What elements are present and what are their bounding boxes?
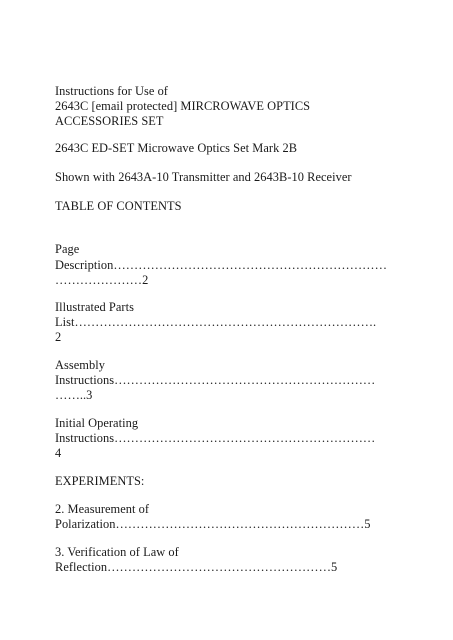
experiment-reflection-line-1: 3. Verification of Law of <box>55 545 179 559</box>
shown-with-caption: Shown with 2643A-10 Transmitter and 2643B-10 Receiver <box>55 170 352 184</box>
toc-entry-assembly-line-3: ……..3 <box>55 388 93 402</box>
toc-entry-description-line-2: …………………2 <box>55 273 149 287</box>
set-subtitle: 2643C ED-SET Microwave Optics Set Mark 2B <box>55 141 298 155</box>
experiment-polarization-line-2: Polarization……………………………………………………5 <box>55 517 371 531</box>
toc-heading: TABLE OF CONTENTS <box>55 199 182 213</box>
document-title-line-1: Instructions for Use of <box>55 84 168 98</box>
experiment-polarization-line-1: 2. Measurement of <box>55 502 150 516</box>
page-column-label: Page <box>55 242 80 256</box>
toc-entry-operating-line-1: Initial Operating <box>55 416 139 430</box>
toc-entry-parts-line-1: Illustrated Parts <box>55 300 134 314</box>
toc-entry-parts-line-2: List………………………………………………………………. <box>55 315 377 329</box>
document-title-line-3: ACCESSORIES SET <box>55 114 164 128</box>
toc-entry-parts-line-3: 2 <box>55 330 62 344</box>
experiments-heading: EXPERIMENTS: <box>55 474 145 488</box>
toc-entry-operating-line-2: Instructions……………………………………………………… <box>55 431 376 445</box>
document-title-line-2: 2643C [email protected] MIRCROWAVE OPTICS <box>55 99 311 113</box>
toc-entry-assembly-line-2: Instructions……………………………………………………… <box>55 373 376 387</box>
toc-entry-description-line-1: Description………………………………………………………… <box>55 258 388 272</box>
experiment-reflection-line-2: Reflection………………………………………………5 <box>55 560 338 574</box>
toc-entry-assembly-line-1: Assembly <box>55 358 105 372</box>
toc-entry-operating-line-3: 4 <box>55 446 62 460</box>
